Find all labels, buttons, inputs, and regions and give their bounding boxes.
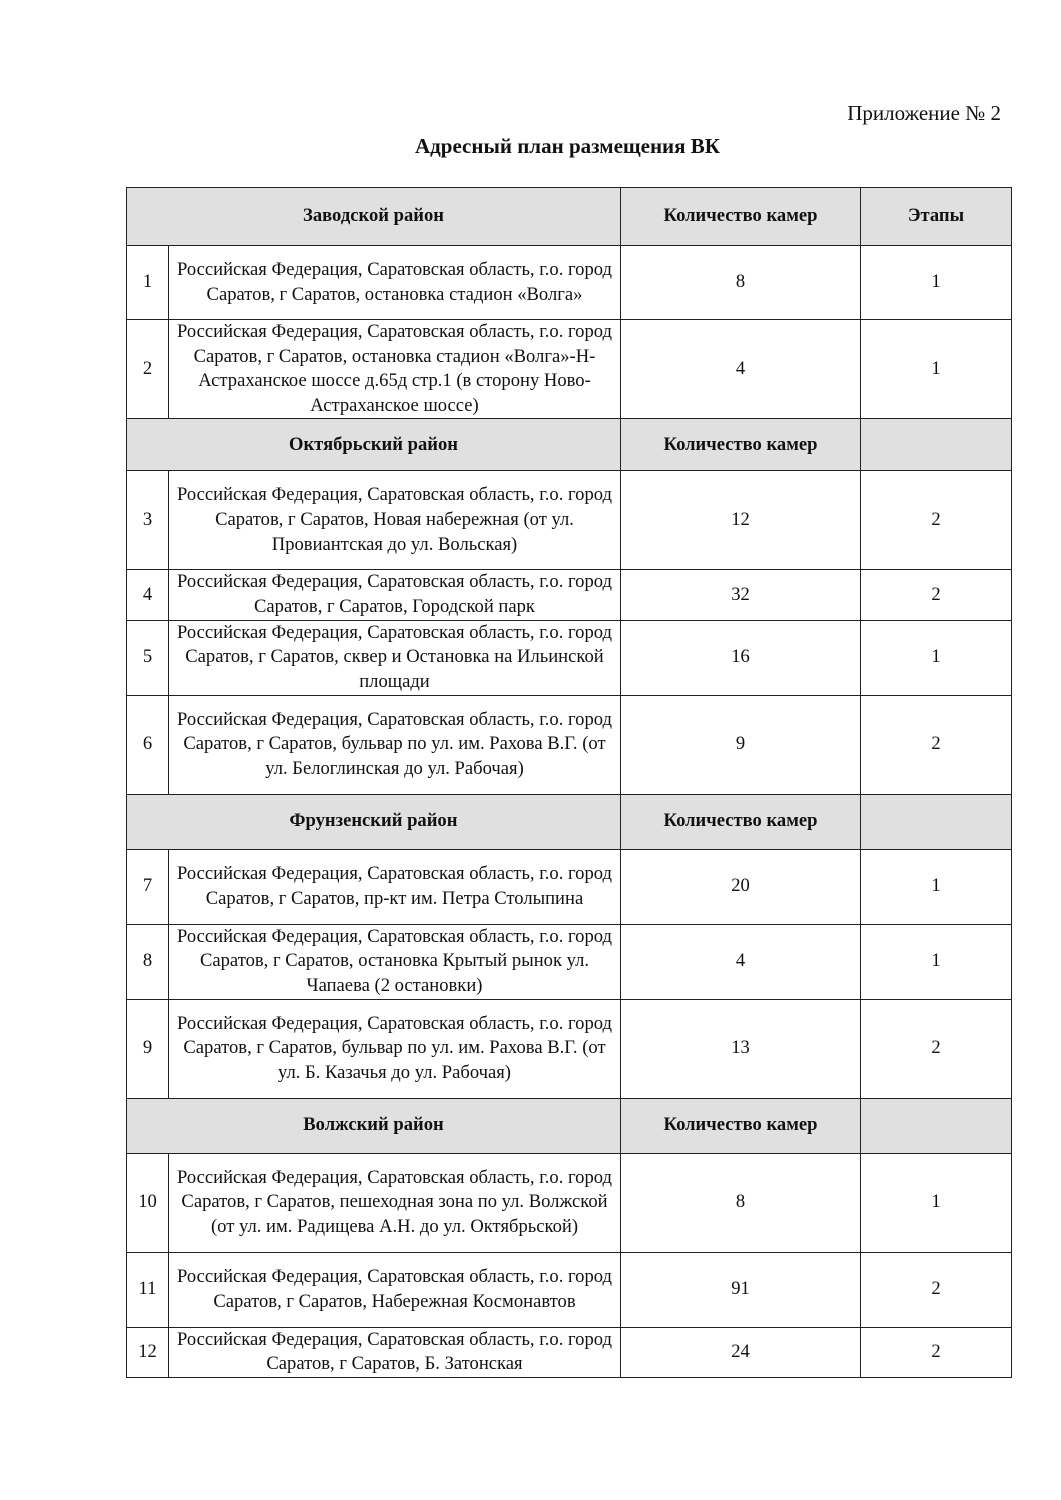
row-address: Российская Федерация, Саратовская область, г.о. город Саратов, г Саратов, Новая набережная (от ул. Провиантская до ул. Вольская) [169, 471, 621, 570]
row-number: 5 [127, 620, 169, 695]
camera-count-header: Количество камер [621, 188, 861, 246]
row-camera-count: 4 [621, 924, 861, 999]
district-name: Заводской район [127, 188, 621, 246]
row-stage: 2 [861, 471, 1012, 570]
row-number: 4 [127, 570, 169, 620]
row-camera-count: 12 [621, 471, 861, 570]
row-number: 8 [127, 924, 169, 999]
table-row [127, 1153, 1012, 1252]
row-address: Российская Федерация, Саратовская область, г.о. город Саратов, г Саратов, Набережная Космонавтов [169, 1252, 621, 1327]
table-row [127, 999, 1012, 1098]
table-row [127, 1252, 1012, 1327]
row-number: 12 [127, 1327, 169, 1377]
row-address: Российская Федерация, Саратовская область, г.о. город Саратов, г Саратов, пр-кт им. Петра Столыпина [169, 849, 621, 924]
stages-header [861, 794, 1012, 849]
row-stage: 2 [861, 1252, 1012, 1327]
camera-count-header: Количество камер [621, 419, 861, 471]
row-stage: 1 [861, 849, 1012, 924]
table-row [127, 924, 1012, 999]
row-stage: 1 [861, 924, 1012, 999]
row-stage: 2 [861, 999, 1012, 1098]
stages-header [861, 419, 1012, 471]
camera-count-header: Количество камер [621, 1098, 861, 1153]
table-row [127, 620, 1012, 695]
row-camera-count: 4 [621, 320, 861, 419]
row-camera-count: 20 [621, 849, 861, 924]
district-name: Октябрьский район [127, 419, 621, 471]
row-address: Российская Федерация, Саратовская область, г.о. город Саратов, г Саратов, пешеходная зона по ул. Волжской (от ул. им. Радищева А.Н. до ул. Октябрьской) [169, 1153, 621, 1252]
row-address: Российская Федерация, Саратовская область, г.о. город Саратов, г Саратов, бульвар по ул. им. Рахова В.Г. (от ул. Б. Казачья до ул. Рабочая) [169, 999, 621, 1098]
row-camera-count: 32 [621, 570, 861, 620]
stages-header [861, 1098, 1012, 1153]
table-row [127, 695, 1012, 794]
placement-plan-table [126, 187, 1012, 1378]
row-stage: 2 [861, 570, 1012, 620]
row-camera-count: 9 [621, 695, 861, 794]
row-number: 2 [127, 320, 169, 419]
row-address: Российская Федерация, Саратовская область, г.о. город Саратов, г Саратов, остановка Крытый рынок ул. Чапаева (2 остановки) [169, 924, 621, 999]
table-row [127, 849, 1012, 924]
district-header-row [127, 794, 1012, 849]
row-number: 9 [127, 999, 169, 1098]
stages-header: Этапы [861, 188, 1012, 246]
district-name: Фрунзенский район [127, 794, 621, 849]
row-number: 7 [127, 849, 169, 924]
row-stage: 2 [861, 1327, 1012, 1377]
district-header-row [127, 188, 1012, 246]
row-address: Российская Федерация, Саратовская область, г.о. город Саратов, г Саратов, бульвар по ул. им. Рахова В.Г. (от ул. Белоглинская до ул. Рабочая) [169, 695, 621, 794]
camera-count-header: Количество камер [621, 794, 861, 849]
row-address: Российская Федерация, Саратовская область, г.о. город Саратов, г Саратов, остановка стадион «Волга»-Н-Астраханское шоссе д.65д стр.1 (в сторону Ново-Астраханское шоссе) [169, 320, 621, 419]
row-camera-count: 24 [621, 1327, 861, 1377]
district-header-row [127, 419, 1012, 471]
row-stage: 1 [861, 1153, 1012, 1252]
row-camera-count: 13 [621, 999, 861, 1098]
row-number: 6 [127, 695, 169, 794]
district-name: Волжский район [127, 1098, 621, 1153]
row-camera-count: 8 [621, 1153, 861, 1252]
row-number: 3 [127, 471, 169, 570]
table-row [127, 471, 1012, 570]
row-number: 10 [127, 1153, 169, 1252]
row-camera-count: 91 [621, 1252, 861, 1327]
row-stage: 1 [861, 320, 1012, 419]
document-title: Адресный план размещения ВК [415, 134, 720, 158]
table-row [127, 246, 1012, 320]
row-address: Российская Федерация, Саратовская область, г.о. город Саратов, г Саратов, сквер и Остановка на Ильинской площади [169, 620, 621, 695]
row-camera-count: 16 [621, 620, 861, 695]
table-row [127, 320, 1012, 419]
row-address: Российская Федерация, Саратовская область, г.о. город Саратов, г Саратов, Городской парк [169, 570, 621, 620]
row-address: Российская Федерация, Саратовская область, г.о. город Саратов, г Саратов, остановка стадион «Волга» [169, 246, 621, 320]
row-number: 11 [127, 1252, 169, 1327]
row-address: Российская Федерация, Саратовская область, г.о. город Саратов, г Саратов, Б. Затонская [169, 1327, 621, 1377]
row-stage: 1 [861, 246, 1012, 320]
appendix-label: Приложение № 2 [847, 101, 1001, 125]
row-stage: 2 [861, 695, 1012, 794]
row-stage: 1 [861, 620, 1012, 695]
table-row [127, 570, 1012, 620]
district-header-row [127, 1098, 1012, 1153]
table-row [127, 1327, 1012, 1377]
table-body [127, 188, 1012, 1378]
row-camera-count: 8 [621, 246, 861, 320]
row-number: 1 [127, 246, 169, 320]
